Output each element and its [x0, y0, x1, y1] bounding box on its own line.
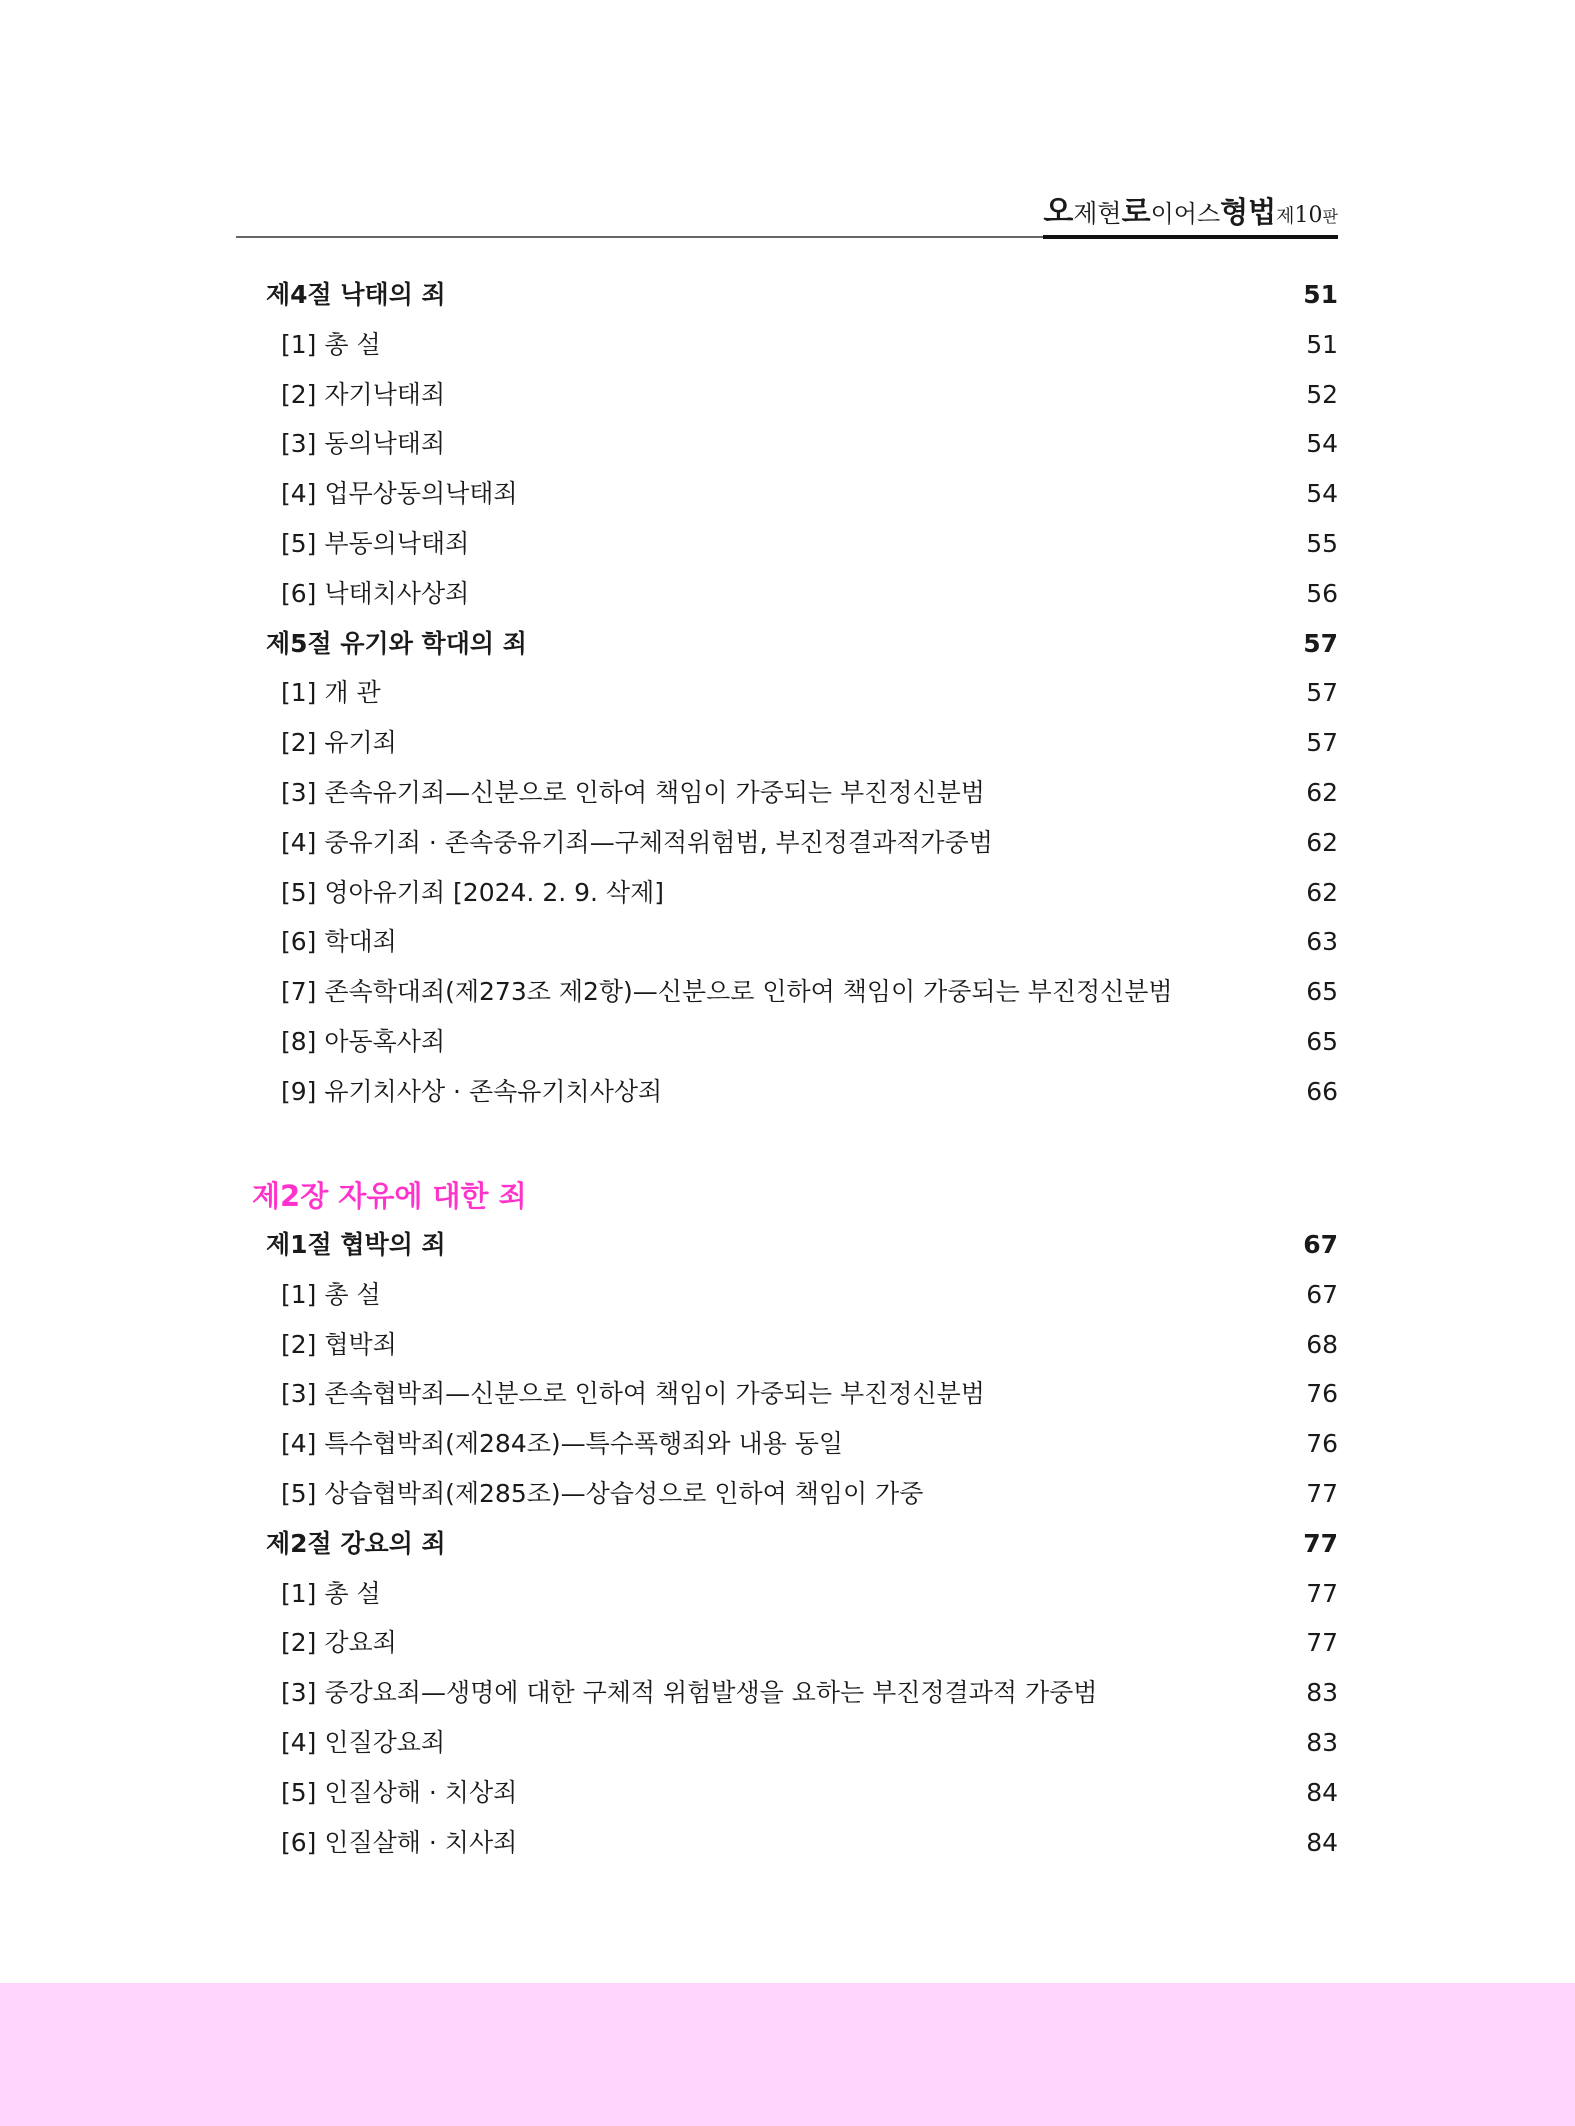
- toc-entry-title: [1] 총 설: [281, 330, 381, 359]
- toc-page-number: 83: [1306, 1678, 1338, 1707]
- toc-page-number: 62: [1306, 878, 1338, 907]
- running-header: [236, 188, 1338, 238]
- toc-entry-title: [4] 인질강요죄: [281, 1728, 446, 1757]
- toc-entry-row[interactable]: [0, 476, 1575, 512]
- toc-entry-title: [4] 업무상동의낙태죄: [281, 479, 518, 508]
- toc-page-number: 77: [1306, 1579, 1338, 1608]
- toc-entry-row[interactable]: [0, 1476, 1575, 1512]
- toc-entry-row[interactable]: [0, 426, 1575, 462]
- toc-entry-title: [3] 중강요죄—생명에 대한 구체적 위험발생을 요하는 부진정결과적 가중범: [281, 1678, 1098, 1707]
- toc-entry-row[interactable]: [0, 1625, 1575, 1661]
- toc-entry-title: [4] 특수협박죄(제284조)—특수폭행죄와 내용 동일: [281, 1429, 844, 1458]
- toc-page-number: 55: [1306, 529, 1338, 558]
- toc-page-number: 65: [1306, 1027, 1338, 1056]
- toc-entry-title: [4] 중유기죄 · 존속중유기죄—구체적위험범, 부진정결과적가중범: [281, 828, 993, 857]
- toc-entry-title: [2] 자기낙태죄: [281, 380, 446, 409]
- toc-entry-title: [5] 영아유기죄 [2024. 2. 9. 삭제]: [281, 878, 664, 907]
- toc-page-number: 67: [1303, 1230, 1338, 1259]
- toc-entry-row[interactable]: [0, 974, 1575, 1010]
- toc-section-row[interactable]: [0, 1227, 1575, 1263]
- toc-page-number: 57: [1306, 678, 1338, 707]
- toc-section-title: 제4절 낙태의 죄: [266, 280, 446, 309]
- toc-entry-title: [5] 인질상해 · 치상죄: [281, 1778, 518, 1807]
- toc-entry-row[interactable]: [0, 377, 1575, 413]
- toc-entry-row[interactable]: [0, 1725, 1575, 1761]
- book-title-part: 제현: [1073, 199, 1122, 228]
- toc-entry-title: [2] 강요죄: [281, 1628, 397, 1657]
- toc-entry-title: [5] 상습협박죄(제285조)—상습성으로 인하여 책임이 가중: [281, 1479, 924, 1508]
- toc-entry-title: [2] 협박죄: [281, 1330, 397, 1359]
- book-title: [1043, 186, 1338, 239]
- toc-section-title: 제1절 협박의 죄: [266, 1230, 446, 1259]
- toc-page-number: 84: [1306, 1778, 1338, 1807]
- book-title-part: 로: [1121, 195, 1151, 230]
- toc-section-title: 제2절 강요의 죄: [266, 1529, 446, 1558]
- toc-entry-row[interactable]: [0, 1327, 1575, 1363]
- toc-page-number: 67: [1306, 1280, 1338, 1309]
- edition-number: 10: [1294, 203, 1323, 228]
- toc-page-number: 51: [1306, 330, 1338, 359]
- toc-page-number: 84: [1306, 1828, 1338, 1857]
- toc-entry-row[interactable]: [0, 327, 1575, 363]
- toc-page-number: 56: [1306, 579, 1338, 608]
- toc-entry-title: [1] 총 설: [281, 1280, 381, 1309]
- toc-page-number: 52: [1306, 380, 1338, 409]
- toc-page-number: 77: [1306, 1479, 1338, 1508]
- toc-entry-row[interactable]: [0, 1074, 1575, 1110]
- toc-section-row[interactable]: [0, 277, 1575, 313]
- toc-page-number: 76: [1306, 1379, 1338, 1408]
- toc-entry-row[interactable]: [0, 1277, 1575, 1313]
- toc-entry-title: [7] 존속학대죄(제273조 제2항)—신분으로 인하여 책임이 가중되는 부진정신분범: [281, 977, 1173, 1006]
- toc-entry-row[interactable]: [0, 1825, 1575, 1861]
- toc-entry-title: [9] 유기치사상 · 존속유기치사상죄: [281, 1077, 663, 1106]
- toc-entry-row[interactable]: [0, 576, 1575, 612]
- toc-section-row[interactable]: [0, 1526, 1575, 1562]
- toc-entry-row[interactable]: [0, 675, 1575, 711]
- toc-page-number: 57: [1306, 728, 1338, 757]
- toc-entry-title: [1] 총 설: [281, 1579, 381, 1608]
- toc-entry-title: [6] 학대죄: [281, 927, 397, 956]
- toc-entry-title: [6] 낙태치사상죄: [281, 579, 470, 608]
- toc-entry-title: [5] 부동의낙태죄: [281, 529, 470, 558]
- toc-entry-row[interactable]: [0, 825, 1575, 861]
- toc-page-number: 63: [1306, 927, 1338, 956]
- toc-entry-title: [8] 아동혹사죄: [281, 1027, 446, 1056]
- toc-page-number: 51: [1303, 280, 1338, 309]
- toc-entry-title: [2] 유기죄: [281, 728, 397, 757]
- toc-page-number: 83: [1306, 1728, 1338, 1757]
- footer-band: [0, 1983, 1575, 2126]
- toc-entry-row[interactable]: [0, 1376, 1575, 1412]
- toc-page-number: 77: [1303, 1529, 1338, 1558]
- toc-entry-title: [3] 존속유기죄—신분으로 인하여 책임이 가중되는 부진정신분범: [281, 778, 985, 807]
- toc-entry-row[interactable]: [0, 1426, 1575, 1462]
- toc-entry-row[interactable]: [0, 526, 1575, 562]
- toc-entry-row[interactable]: [0, 1576, 1575, 1612]
- edition-label: 제: [1276, 205, 1295, 227]
- toc-page-number: 62: [1306, 778, 1338, 807]
- toc-page-number: 77: [1306, 1628, 1338, 1657]
- edition-label: 판: [1322, 207, 1338, 226]
- chapter-heading: 제2장 자유에 대한 죄: [252, 1179, 527, 1213]
- toc-page-number: 65: [1306, 977, 1338, 1006]
- book-title-part: 오: [1043, 194, 1074, 230]
- toc-section-title: 제5절 유기와 학대의 죄: [266, 629, 527, 658]
- toc-page-number: 54: [1306, 429, 1338, 458]
- toc-entry-row[interactable]: [0, 924, 1575, 960]
- toc-page-number: 62: [1306, 828, 1338, 857]
- toc-entry-row[interactable]: [0, 725, 1575, 761]
- toc-entry-title: [6] 인질살해 · 치사죄: [281, 1828, 518, 1857]
- toc-entry-title: [3] 동의낙태죄: [281, 429, 446, 458]
- toc-section-row[interactable]: [0, 626, 1575, 662]
- toc-entry-row[interactable]: [0, 1775, 1575, 1811]
- toc-entry-row[interactable]: [0, 1675, 1575, 1711]
- toc-entry-row[interactable]: [0, 875, 1575, 911]
- toc-page-number: 57: [1303, 629, 1338, 658]
- toc-page-number: 76: [1306, 1429, 1338, 1458]
- book-title-part: 이어스: [1150, 200, 1221, 228]
- toc-entry-row[interactable]: [0, 1024, 1575, 1060]
- book-title-part: 형법: [1220, 195, 1277, 229]
- toc-page-number: 54: [1306, 479, 1338, 508]
- toc-entry-title: [3] 존속협박죄—신분으로 인하여 책임이 가중되는 부진정신분범: [281, 1379, 985, 1408]
- toc-page-number: 66: [1306, 1077, 1338, 1106]
- toc-page-number: 68: [1306, 1330, 1338, 1359]
- toc-entry-row[interactable]: [0, 775, 1575, 811]
- toc-entry-title: [1] 개 관: [281, 678, 381, 707]
